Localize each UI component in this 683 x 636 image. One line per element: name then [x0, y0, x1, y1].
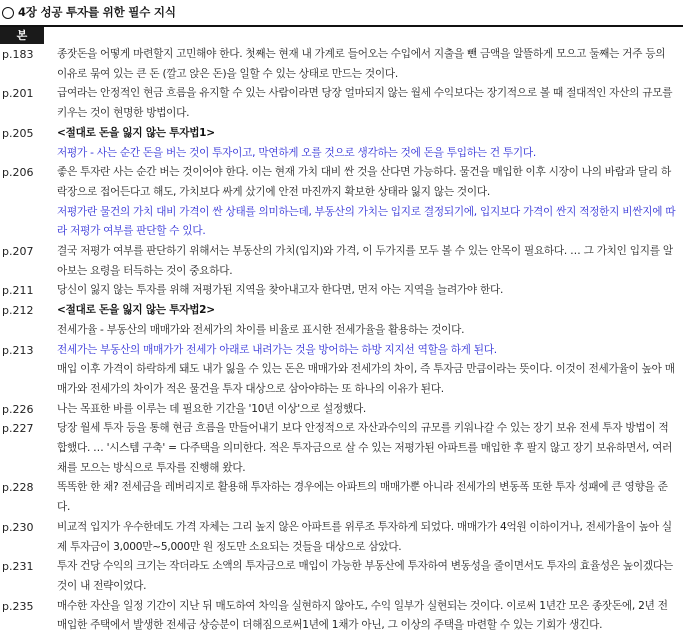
page-reference: p.226: [2, 402, 34, 416]
page-reference: [0, 144, 57, 164]
note-row: [0, 557, 683, 596]
highlight-text: 전세가는 부동산의 매매가가 전세가 아래로 내려가는 것을 방어하는 하방 지지선 역할을 하게 된다.: [57, 343, 497, 356]
page-reference: p.212: [2, 304, 34, 318]
page-reference: p.211: [2, 284, 34, 298]
page-reference: p.228: [2, 481, 34, 495]
note-row: [0, 321, 683, 341]
page-reference: p.235: [2, 599, 34, 613]
note-text: 매입 이후 가격이 하락하게 돼도 내가 잃을 수 있는 돈은 매매가와 전세가의 차이, 즉 투자금 만큼이라는 뜻이다. 이것이 전세가율이 높아 매매가와 전세가의 차이가 적은 물건을 투자 대상으로 삼아야하는 또 하나의 이유가 된다.: [57, 363, 675, 395]
page-reference: p.231: [2, 560, 34, 574]
note-row: [0, 419, 683, 478]
note-row: [0, 281, 683, 301]
highlight-text: 저평가란 물건의 가치 대비 가격이 싼 상태를 의미하는데, 부동산의 가치는 입지로 결정되기에, 입지보다 가격이 싼지 적정한지 비싼지에 따라 저평가 여부를 판단할 수 있다.: [57, 205, 676, 238]
note-row: [0, 203, 683, 242]
page-reference: p.205: [2, 126, 34, 140]
note-text: 똑똑한 한 채? 전세금을 레버리지로 활용해 투자하는 경우에는 아파트의 매매가뿐 아니라 전세가의 변동폭 또한 투자 성패에 큰 영향을 준다.: [57, 481, 668, 514]
note-text: 나는 목표한 바를 이루는 데 필요한 기간을 '10년 이상'으로 설정했다.: [57, 402, 367, 415]
note-row: [0, 124, 683, 144]
page-reference: p.207: [2, 245, 34, 259]
page-reference: [0, 203, 57, 242]
note-text: 전세가율 - 부동산의 매매가와 전세가의 차이를 비율로 표시한 전세가율을 활용하는 것이다.: [57, 323, 465, 336]
note-row: [0, 301, 683, 321]
note-text: 당장 월세 투자 등을 통해 현금 흐름을 만들어내기 보다 안정적으로 자산과수익의 규모를 키워나갈 수 있는 장기 보유 전세 투자 방법이 적합했다. … '시스템 구축' = 다주택을 의미한다. 적은 투자금으로 살 수 있는 저평가된 아파트를 매입한 후 팔지 않고 장기 보유하면서, 여러채를 모으는 방식으로 투자를 진행해 왔다.: [57, 422, 673, 474]
page-reference: [0, 360, 57, 399]
circle-icon: [2, 7, 14, 19]
note-row: [0, 163, 683, 202]
note-text: 결국 저평가 여부를 판단하기 위해서는 부동산의 가치(입지)와 가격, 이 두가지를 모두 볼 수 있는 안목이 필요하다. … 그 가치인 입지를 알아보는 요령을 터득하는 것이 중요하다.: [57, 245, 673, 277]
note-row: [0, 360, 683, 399]
section-badge: 본: [0, 27, 44, 44]
note-row: [0, 597, 683, 636]
page-reference: p.183: [2, 48, 34, 61]
notes-list: [0, 45, 683, 636]
highlight-text: 저평가 - 사는 순간 돈을 버는 것이 투자이고, 막연하게 오를 것으로 생각하는 것에 돈을 투입하는 건 투기다.: [57, 146, 536, 159]
note-text: 급여라는 안정적인 현금 흐름을 유지할 수 있는 사람이라면 당장 얼마되지 않는 월세 수익보다는 장기적으로 볼 때 절대적인 자산의 규모를 키우는 것이 현명한 방법이다.: [57, 87, 673, 120]
note-row: [0, 400, 683, 420]
page-reference: p.201: [2, 87, 34, 101]
note-row: [0, 84, 683, 123]
page-reference: [0, 321, 57, 341]
note-row: [0, 45, 683, 84]
note-row: [0, 144, 683, 164]
note-row: [0, 242, 683, 281]
note-row: [0, 341, 683, 361]
note-text: 종잣돈을 어떻게 마련할지 고민해야 한다. 첫째는 현재 내 가계로 들어오는 수입에서 지출을 뺀 금액을 알뜰하게 모으고 둘째는 거주 등의 이유로 묶여 있는 큰 돈 (깔고 앉은 돈)을 일할 수 있는 상태로 만드는 것이다.: [57, 48, 666, 80]
page-reference: p.206: [2, 166, 34, 180]
subheading-text: <절대로 돈을 잃지 않는 투자법2>: [57, 304, 215, 317]
chapter-title: 4장 성공 투자를 위한 필수 지식: [18, 5, 176, 19]
note-text: 투자 건당 수익의 크기는 작더라도 소액의 투자금으로 매입이 가능한 부동산에 투자하여 변동성을 줄이면서도 투자의 효율성은 높이겠다는 것이 내 전략이었다.: [57, 560, 673, 592]
header-divider: [0, 25, 683, 27]
note-row: [0, 518, 683, 557]
note-text: 당신이 잃지 않는 투자를 위해 저평가된 지역을 찾아내고자 한다면, 먼저 아는 지역을 늘려가야 한다.: [57, 284, 504, 297]
note-text: 비교적 입지가 우수한데도 가격 자체는 그리 높지 않은 아파트를 위루조 투자하게 되었다. 매매가가 4억원 이하이거나, 전세가율이 높아 실제 투자금이 3,000만~5,000만 원 정도만 소요되는 것들을 대상으로 삼았다.: [57, 520, 672, 553]
page-reference: p.227: [2, 422, 34, 436]
page-reference: p.230: [2, 520, 34, 534]
note-text: 좋은 투자란 사는 순간 버는 것이어야 한다. 이는 현재 가치 대비 싼 것을 산다면 가능하다. 물건을 매입한 이후 시장이 나의 바람과 달리 하락장으로 접어든다고 해도, 가치보다 싸게 샀기에 안전 마진까지 확보한 상태라 잃지 않는 것이다.: [57, 166, 671, 198]
note-row: [0, 478, 683, 517]
page-reference: p.213: [2, 343, 34, 357]
subheading-text: <절대로 돈을 잃지 않는 투자법1>: [57, 126, 215, 139]
note-text: 매수한 자산을 일정 기간이 지난 뒤 매도하여 차익을 실현하지 않아도, 수익 일부가 실현되는 것이다. 이로써 1년간 모은 종잣돈에, 2년 전 매입한 주택에서 발생한 전세금 상승분이 더해짐으로써1년에 1채가 아닌, 그 이상의 주택을 마련할 수 있는 기회가 생긴다.: [57, 599, 668, 632]
